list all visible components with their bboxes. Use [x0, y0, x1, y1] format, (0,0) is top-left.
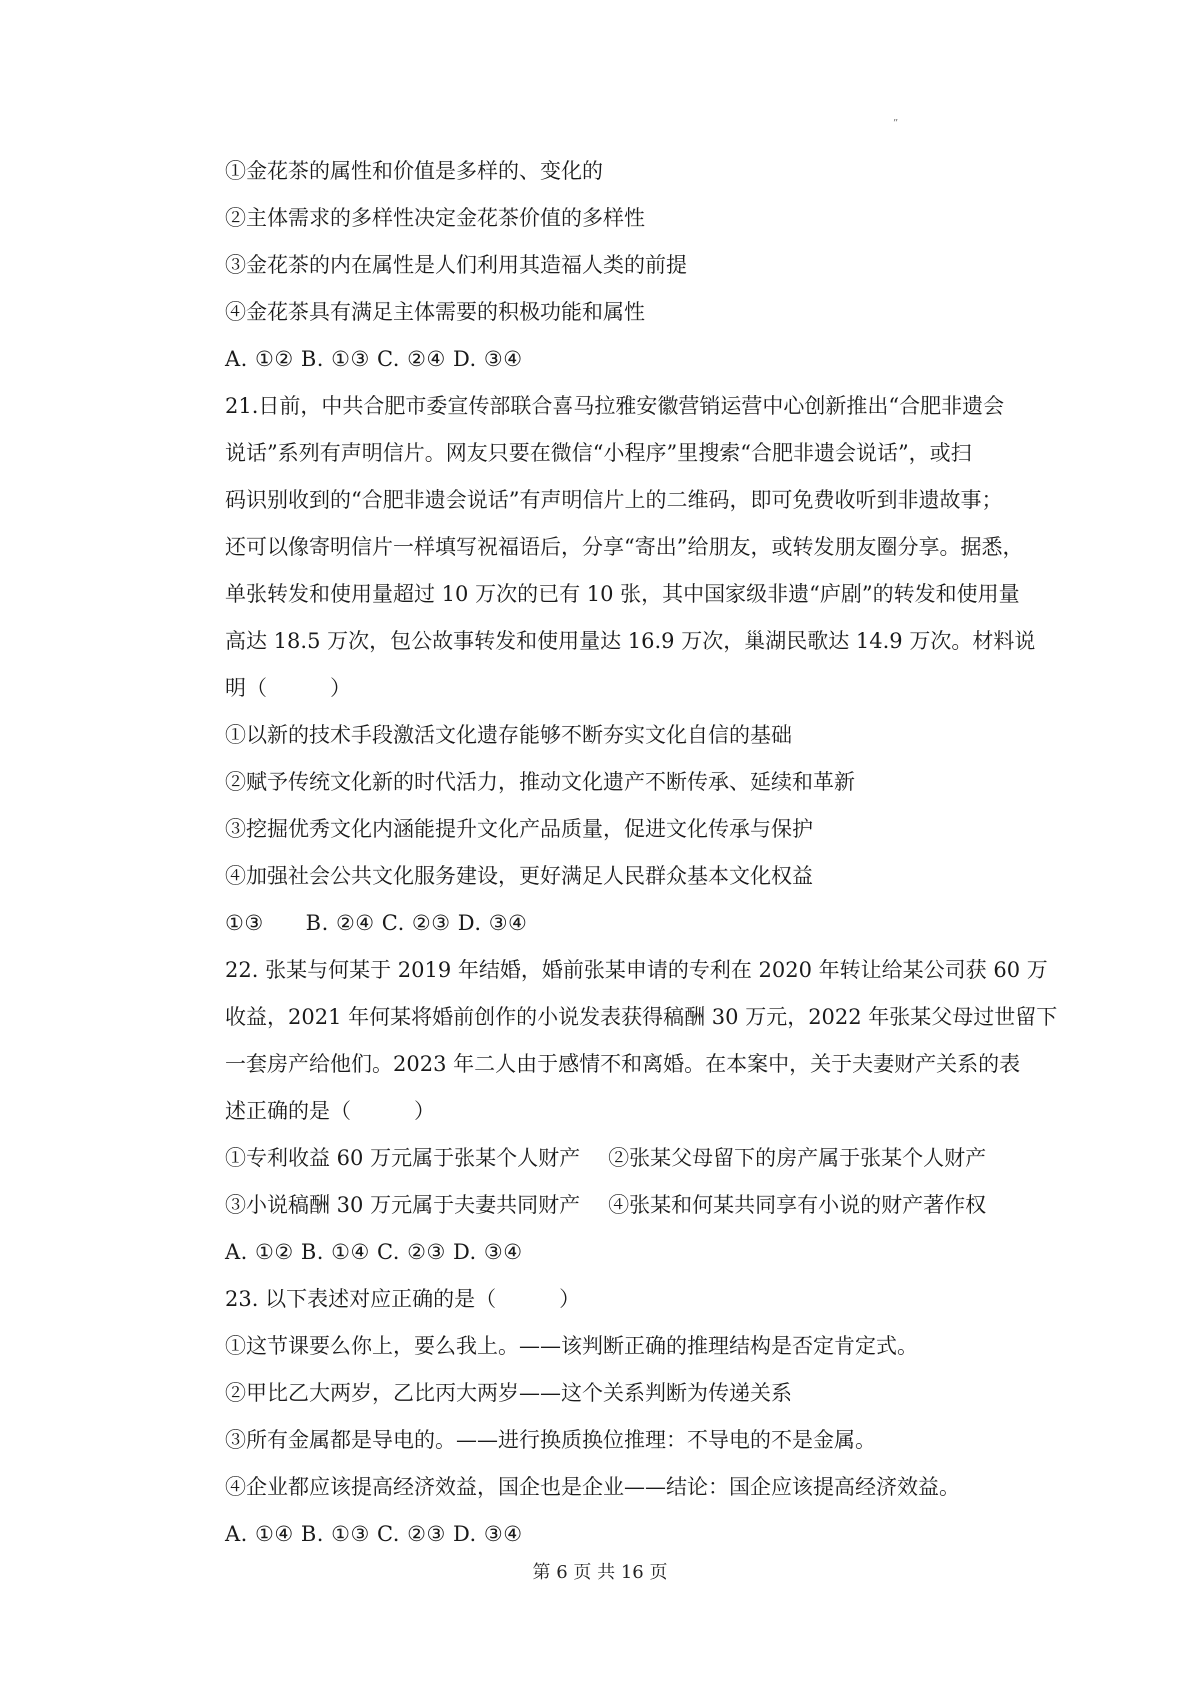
- q23-option-2: ②甲比乙大两岁，乙比丙大两岁——这个关系判断为传递关系: [225, 1381, 792, 1405]
- q21-option-4: ④加强社会公共文化服务建设，更好满足人民群众基本文化权益: [225, 864, 813, 888]
- q22-option-4: ④张某和何某共同享有小说的财产著作权: [608, 1193, 987, 1217]
- q22-answers: A. ①② B. ①④ C. ②③ D. ③④: [225, 1240, 523, 1264]
- q23-option-4: ④企业都应该提高经济效益，国企也是企业——结论：国企应该提高经济效益。: [225, 1475, 960, 1499]
- q23-option-3: ③所有金属都是导电的。——进行换质换位推理：不导电的不是金属。: [225, 1428, 876, 1452]
- q22-stem-line: 述正确的是（ ）: [225, 1099, 435, 1123]
- q21-stem-line: 21.日前，中共合肥市委宣传部联合喜马拉雅安徽营销运营中心创新推出“合肥非遗会: [225, 394, 1005, 418]
- q21-answers: [225, 900, 1025, 947]
- q20-answers: A. ①② B. ①③ C. ②④ D. ③④: [225, 347, 523, 371]
- q22-options-row-1: [225, 1135, 1025, 1182]
- q21-option-2: ②赋予传统文化新的时代活力，推动文化遗产不断传承、延续和革新: [225, 770, 855, 794]
- q22-stem-line: 收益，2021 年何某将婚前创作的小说发表获得稿酬 30 万元，2022 年张某父母过世留下: [225, 1005, 1058, 1029]
- page-content: [225, 148, 1058, 1558]
- q22-stem-line: 一套房产给他们。2023 年二人由于感情不和离婚。在本案中，关于夫妻财产关系的表: [225, 1052, 1021, 1076]
- q20-option-1: ①金花茶的属性和价值是多样的、变化的: [225, 159, 603, 183]
- q21-stem-line: 说话”系列有声明信片。网友只要在微信“小程序”里搜索“合肥非遗会说话”，或扫: [225, 441, 972, 465]
- q23-option-1: ①这节课要么你上，要么我上。——该判断正确的推理结构是否定肯定式。: [225, 1334, 918, 1358]
- q22-option-2: ②张某父母留下的房产属于张某个人财产: [608, 1146, 987, 1170]
- q20-option-3: ③金花茶的内在属性是人们利用其造福人类的前提: [225, 253, 687, 277]
- q21-stem-line: 高达 18.5 万次，包公故事转发和使用量达 16.9 万次，巢湖民歌达 14.9 万次。材料说: [225, 629, 1036, 653]
- q22-option-3: ③小说稿酬 30 万元属于夫妻共同财产: [225, 1193, 581, 1217]
- q21-answer-rest: B. ②④ C. ②③ D. ③④: [305, 911, 528, 935]
- q21-option-3: ③挖掘优秀文化内涵能提升文化产品质量，促进文化传承与保护: [225, 817, 813, 841]
- q21-stem-line: 单张转发和使用量超过 10 万次的已有 10 张，其中国家级非遗“庐剧”的转发和使用量: [225, 582, 1020, 606]
- q21-stem-line: 还可以像寄明信片一样填写祝福语后，分享“寄出”给朋友，或转发朋友圈分享。据悉，: [225, 535, 1024, 559]
- q20-option-2: ②主体需求的多样性决定金花茶价值的多样性: [225, 206, 645, 230]
- q21-answer-a: ①③: [225, 911, 264, 935]
- q21-option-1: ①以新的技术手段激活文化遗存能够不断夯实文化自信的基础: [225, 723, 792, 747]
- q22-options-row-2: [225, 1182, 1025, 1229]
- q23-stem: 23. 以下表述对应正确的是（ ）: [225, 1287, 581, 1311]
- q21-stem-line: 码识别收到的“合肥非遗会说话”有声明信片上的二维码，即可免费收听到非遗故事；: [225, 488, 1003, 512]
- page-footer: 第 6 页 共 16 页: [532, 1562, 668, 1583]
- q23-answers: A. ①④ B. ①③ C. ②③ D. ③④: [225, 1522, 523, 1546]
- q22-stem-line: 22. 张某与何某于 2019 年结婚，婚前张某申请的专利在 2020 年转让给某公司获 60 万: [225, 958, 1048, 982]
- q22-option-1: ①专利收益 60 万元属于张某个人财产: [225, 1146, 581, 1170]
- top-mark: ”: [893, 118, 899, 129]
- q21-stem-line: 明（ ）: [225, 676, 351, 700]
- q20-option-4: ④金花茶具有满足主体需要的积极功能和属性: [225, 300, 645, 324]
